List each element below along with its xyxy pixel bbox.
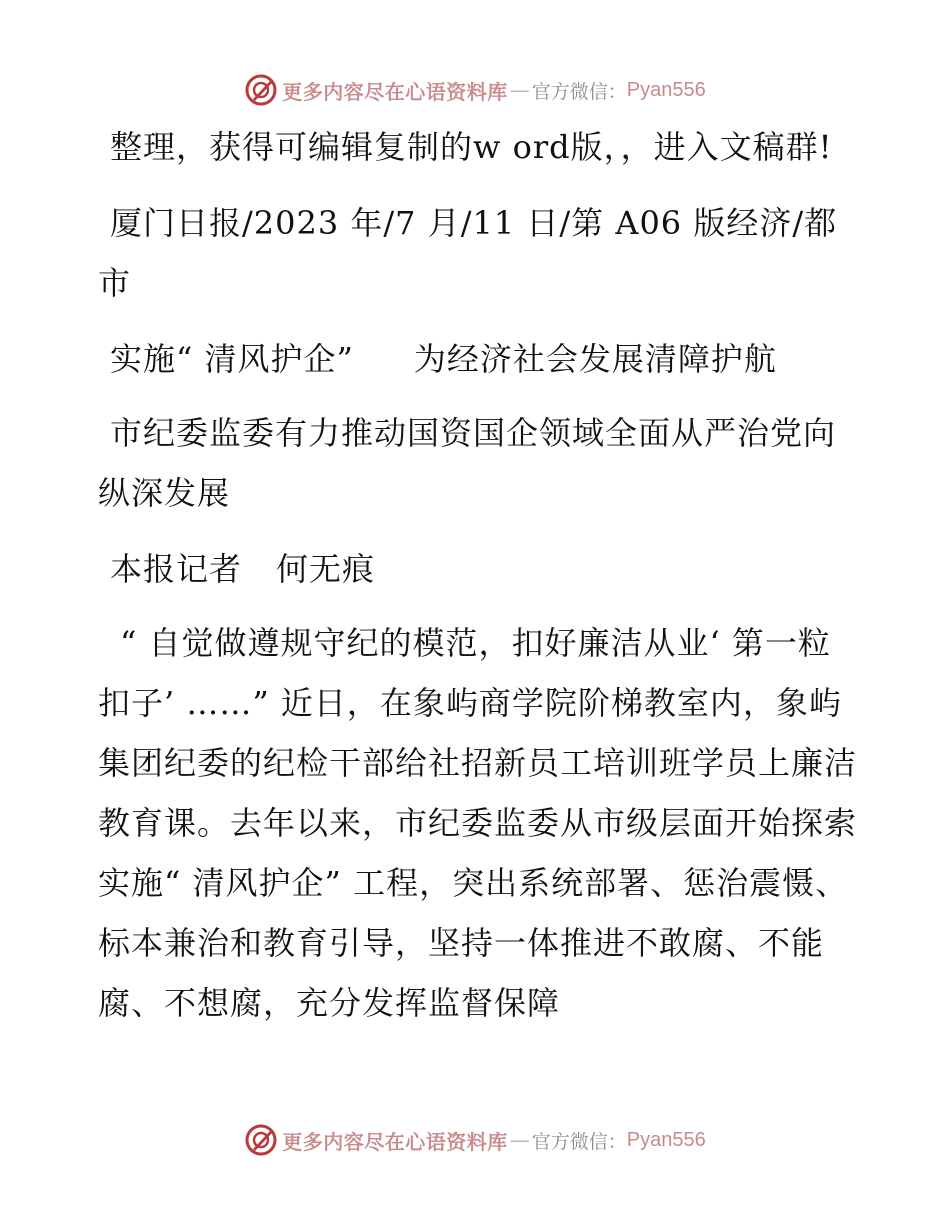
document-body — [98, 117, 858, 1049]
watermark-title: 更多内容尽在心语资料库 — [282, 1129, 508, 1154]
watermark-logo-icon — [244, 73, 278, 107]
footer-watermark — [0, 1120, 950, 1160]
byline — [98, 539, 858, 599]
watermark-separator: — — [509, 78, 530, 102]
watermark-id: Pyan556 — [626, 1128, 706, 1151]
header-watermark — [0, 70, 950, 110]
intro-paragraph: 整理，获得可编辑复制的w ord版，，进入文稿群! — [110, 128, 833, 166]
watermark-sub: 官方微信： — [531, 1130, 627, 1153]
headline — [98, 329, 858, 389]
watermark-separator: — — [509, 1128, 530, 1152]
watermark-sub: 官方微信： — [531, 80, 627, 103]
watermark-logo-icon — [244, 1123, 278, 1157]
byline-label: 本报记者 — [110, 550, 243, 588]
body-paragraph: “ 自觉做遵规守纪的模范，扣好廉洁从业‘ 第一粒扣子’ ……” 近日，在象屿商学院阶梯教室内，象屿集团纪委的纪检干部给社招新员工培训班学员上廉洁教育课。去年以来，市纪委监委从市级层面开始探索实施“ 清风护企” 工程，突出系统部署、惩治震慑、标本兼治和教育引导，坚持一体推进不敢腐、不能腐、不想腐，充分发挥监督保障 — [98, 624, 858, 1022]
headline-part-2: 为经济社会发展清障护航 — [413, 340, 777, 378]
subheadline: 市纪委监委有力推动国资国企领域全面从严治党向纵深发展 — [98, 414, 837, 512]
watermark-title: 更多内容尽在心语资料库 — [282, 79, 508, 104]
source-line: 厦门日报/2023 年/7 月/11 日/第 A06 版经济/都市 — [98, 204, 838, 302]
watermark-id: Pyan556 — [626, 78, 706, 101]
byline-author: 何无痕 — [276, 550, 376, 588]
headline-part-1: 实施“ 清风护企” — [110, 340, 354, 378]
